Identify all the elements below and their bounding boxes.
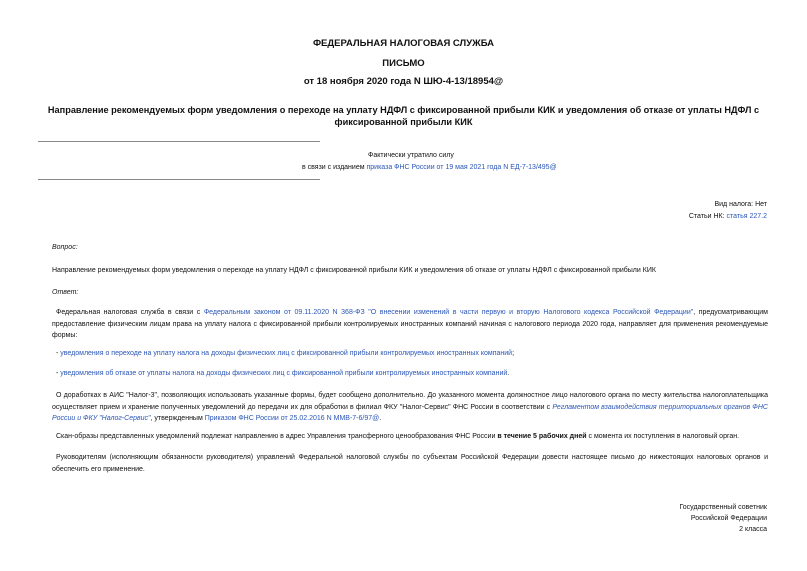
signature-line-2: Российской Федерации [690, 515, 767, 522]
form-list-item-2 [52, 368, 768, 380]
form-transition-notice-link[interactable]: уведомления о переходе на уплату налога на доходы физических лиц с фиксированной прибыли контролируемых иностранных компаний [60, 350, 513, 357]
document-title-line-2: фиксированной прибыли КИК [334, 117, 473, 127]
answer-p3-text-c: с момента их поступления в налоговый орган. [586, 433, 740, 440]
answer-p1-text-a: Федеральная налоговая служба в связи с [56, 309, 204, 316]
form-list-item-1 [52, 348, 768, 360]
agency-name: ФЕДЕРАЛЬНАЯ НАЛОГОВАЯ СЛУЖБА [312, 38, 495, 49]
answer-label: Ответ: [52, 289, 79, 296]
question-text: Направление рекомендуемых форм уведомления о переходе на уплату НДФЛ с фиксированной прибыли КИК и уведомления об отказе от уплаты НДФЛ с фиксированной прибыли КИК [52, 267, 656, 274]
answer-p2-text-a: О доработках в АИС "Налог-3", позволяющих использовать указанные формы, будет сообщено дополнительно. До указанного момента должностное лицо налогового органа по месту жительства налогоплательщика осуществляет прием и хранение полученных уведомлений до передачи их для обработки в филиал ФКУ "Налог-Сервис" ФНС России в соответствии с [52, 392, 768, 411]
list-item-suffix: ; [512, 350, 515, 357]
document-type: ПИСЬМО [382, 58, 425, 69]
form-refusal-notice-link[interactable]: уведомления об отказе от уплаты налога на доходы физических лиц с фиксированной прибыли контролируемых иностранных компаний [60, 370, 508, 377]
status-note-line-2 [302, 163, 557, 172]
repeal-order-link[interactable]: приказа ФНС России от 19 мая 2021 года N ЕД-7-13/495@ [366, 164, 557, 171]
list-bullet: - [56, 350, 61, 357]
tax-code-article-link[interactable]: статья 227.2 [726, 213, 767, 220]
interaction-regulation-link[interactable]: Регламентом взаимодействия территориальных органов ФНС России и ФКУ "Налог-Сервис" [52, 403, 768, 422]
tax-code-prefix: Статьи НК: [688, 213, 727, 220]
document-title-line-1: Направление рекомендуемых форм уведомления о переходе на уплату НДФЛ с фиксированной прибыли КИК и уведомления об отказе от уплаты НДФЛ с [47, 105, 760, 115]
answer-p2-text-b: , утвержденным [150, 415, 205, 422]
signature-line-3: 2 класса [739, 526, 767, 533]
federal-law-link[interactable]: Федеральным законом от 09.11.2020 N 368-ФЗ "О внесении изменений в части первую и вторую Налогового кодекса Российской Федерации" [203, 309, 694, 316]
document-reference: от 18 ноября 2020 года N ШЮ-4-13/18954@ [303, 76, 504, 87]
divider-top [38, 141, 320, 142]
question-label: Вопрос: [52, 244, 78, 251]
answer-paragraph-3 [52, 431, 768, 443]
fns-order-link[interactable]: Приказом ФНС России от 25.02.2016 N ММВ-7-6/97@ [204, 415, 380, 422]
tax-code-articles [689, 212, 767, 221]
status-note-line-1: Фактически утратило силу [368, 152, 454, 159]
answer-p1-text-b: , предусматривающим предоставление физическим лицам права на уплату налога с фиксированной прибыли контролируемых иностранных компаний начиная с налогового периода 2020 года, направляет для применения рекомендуемые формы: [52, 309, 768, 339]
answer-paragraph-4: Руководителям (исполняющим обязанности руководителя) управлений Федеральной налоговой службы по субъектам Российской Федерации довести настоящее письмо до нижестоящих налоговых органов и обеспечить его применение. [52, 454, 768, 473]
status-note-prefix: в связи с изданием [302, 164, 367, 171]
list-bullet: - [56, 370, 61, 377]
answer-paragraph-2 [52, 390, 768, 425]
answer-paragraph-1 [52, 307, 768, 342]
answer-p3-text-a: Скан-образы представленных уведомлений подлежат направлению в адрес Управления трансферного ценообразования ФНС России [56, 433, 498, 440]
list-item-suffix: . [507, 370, 510, 377]
divider-bottom [38, 179, 320, 180]
tax-type: Вид налога: Нет [714, 201, 767, 208]
answer-p2-text-c: . [379, 415, 382, 422]
deadline-emphasis: в течение 5 рабочих дней [497, 433, 587, 440]
signature-line-1: Государственный советник [679, 504, 767, 511]
